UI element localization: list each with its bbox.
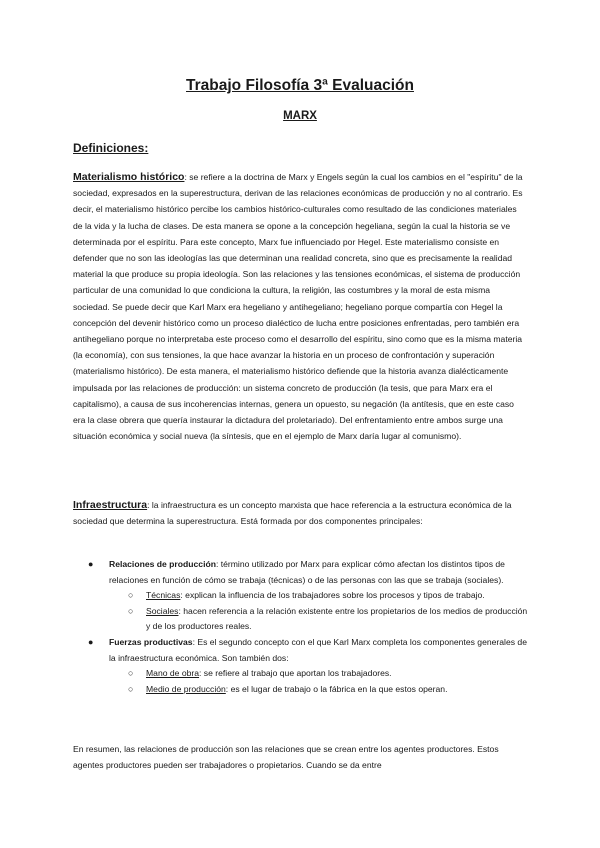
mano-de-obra-term: Mano de obra (146, 668, 200, 679)
sublist-item-sociales (109, 604, 528, 635)
materialismo-paragraph (73, 169, 525, 444)
tecnicas-text: : explican la influencia de los trabajadores sobre los procesos y tipos de trabajo. (180, 590, 485, 601)
circle-bullet-icon: ○ (128, 683, 134, 694)
sociales-text: : hacen referencia a la relación existente entre los propietarios de los medios de producción y de los productores reales. (146, 605, 528, 632)
infraestructura-paragraph (73, 497, 525, 529)
materialismo-text: : se refiere a la doctrina de Marx y Engels según la cual los cambios en el "espíritu" de la sociedad, expresados en la superestructura, derivan de las relaciones económicas de producción y no al contrario. Es decir, el materialismo histórico percibe los cambios histórico-culturales como resultado de las condiciones materiales de la vida y la lucha de clases. De esta manera se opone a la concepción hegeliana, según la cual la historia se ve determinada por el espíritu. Para este concepto, Marx fue influenciado por Hegel. Este materialismo consiste en defender que no son las ideologías las que determinan una realidad concreta, sino que es precisamente la realidad material la que produce su propia ideología. Son las relaciones y las tensiones económicas, el sistema de producción particular de una comunidad lo que condiciona la cultura, la religión, las costumbres y la moral de esta misma sociedad. Se puede decir que Karl Marx era hegeliano y antihegeliano; hegeliano porque compartía con Hegel la concepción del devenir histórico como un proceso dialéctico de lucha entre posiciones enfrentadas, pero también era antihegeliano porque no interpretaba este proceso como el desarrollo del espíritu, sino como que es la misma materia (la economía), con sus tensiones, la que hace avanzar la historia en un proceso de confrontación y superación (materialismo histórico). De esta manera, el materialismo histórico defiende que la historia avanza dialécticamente impulsada por las relaciones de producción: un sistema concreto de producción (la tesis, que para Marx era el capitalismo), a causa de sus incoherencias internas, genera un opuesto, su negación (la antítesis, que en este caso era la clase obrera que quería instaurar la dictadura del proletariado). Del enfrentamiento entre ambos surge una situación económica y social nueva (la síntesis, que en el ejemplo de Marx daría lugar al comunismo). (73, 172, 523, 442)
tecnicas-term: Técnicas (146, 590, 181, 601)
materialismo-term: Materialismo histórico (73, 171, 185, 183)
relaciones-text: : término utilizado por Marx para explicar cómo afectan los distintos tipos de relaciones en función de cómo se trabaja (técnicas) o de las personas con las que se trabaja (sociales). (109, 559, 505, 585)
medio-de-produccion-term: Medio de producción (146, 683, 226, 694)
relaciones-sublist (109, 588, 528, 635)
circle-bullet-icon: ○ (128, 668, 134, 679)
list-item-fuerzas (88, 635, 528, 697)
document-title: Trabajo Filosofía 3ª Evaluación (186, 77, 414, 94)
infraestructura-text: : la infraestructura es un concepto marxista que hace referencia a la estructura económica de la sociedad que determina la superestructura. Está formada por dos componentes principales: (73, 500, 512, 527)
fuerzas-term: Fuerzas productivas (109, 636, 193, 647)
infraestructura-term: Infraestructura (73, 499, 148, 511)
sublist-item-tecnicas (109, 588, 528, 604)
document-subtitle: MARX (283, 110, 317, 122)
sociales-term: Sociales (146, 605, 179, 616)
summary-paragraph: En resumen, las relaciones de producción son las relaciones que se crean entre los agentes productores. Estos agentes productores pueden ser trabajadores o propietarios. Cuando se da entre (73, 744, 499, 771)
fuerzas-sublist (109, 666, 528, 697)
sublist-item-mano-de-obra (109, 666, 528, 682)
circle-bullet-icon: ○ (128, 590, 134, 601)
medio-de-produccion-text: : es el lugar de trabajo o la fábrica en la que estos operan. (225, 683, 448, 694)
section-heading: Definiciones: (73, 141, 149, 155)
mano-de-obra-text: : se refiere al trabajo que aportan los trabajadores. (199, 668, 392, 679)
fuerzas-text: : Es el segundo concepto con el que Karl Marx completa los componentes generales de la infraestructura económica. Son también dos: (109, 636, 527, 663)
circle-bullet-icon: ○ (128, 605, 134, 616)
list-item-relaciones (88, 557, 528, 635)
bullet-icon: ● (88, 559, 94, 569)
relaciones-term: Relaciones de producción (109, 559, 216, 569)
sublist-item-medio-de-produccion (109, 682, 528, 698)
bullet-icon: ● (88, 636, 94, 647)
components-list (88, 557, 528, 697)
